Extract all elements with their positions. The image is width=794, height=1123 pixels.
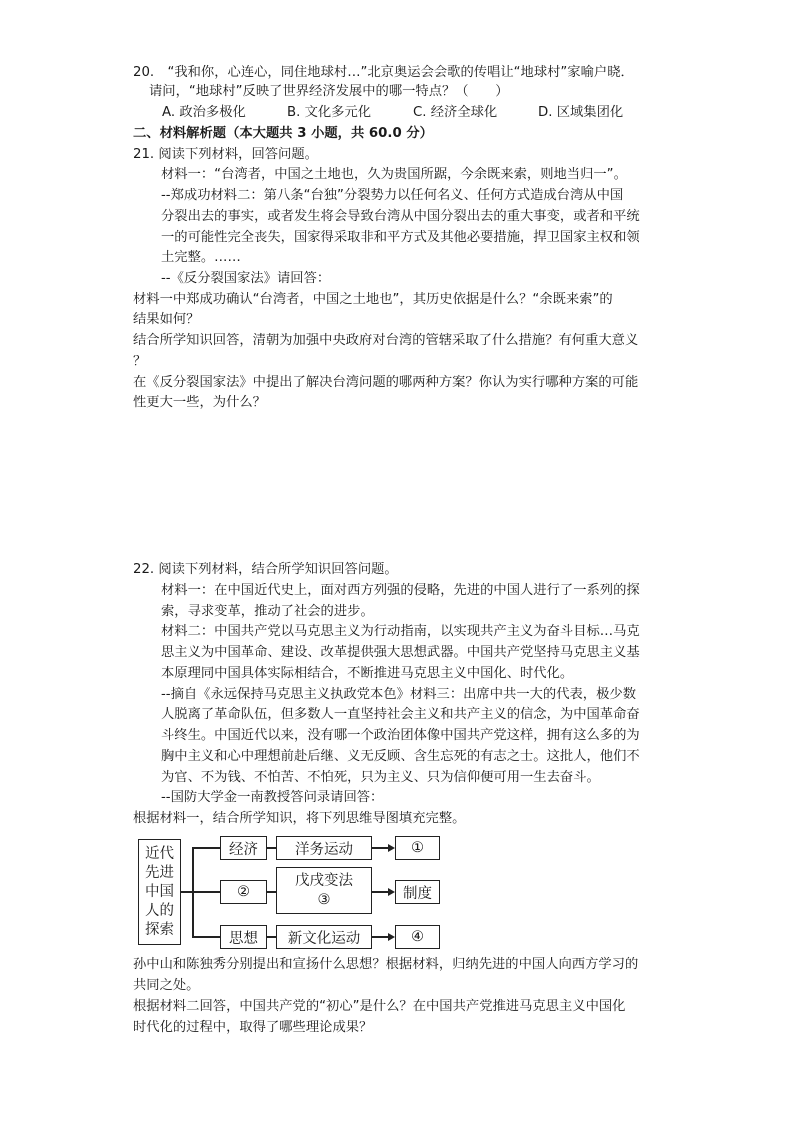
q20-option-d: D. 区域集团化: [538, 105, 624, 120]
arrow-head: [388, 844, 395, 852]
q22-line: 思主义为中国革命、建设、改革提供强大思想武器。中国共产党坚持马克思主义基: [161, 645, 640, 660]
mindmap-root-text: 人的: [145, 902, 174, 919]
mindmap-thought-box: [220, 925, 267, 949]
q21-line: 材料一中郑成功确认“台湾者，中国之土地也”，其历史依据是什么？“余既来索”的: [133, 292, 613, 307]
connector: [192, 847, 220, 849]
mindmap-reform-box: [276, 867, 372, 914]
mindmap-blank-1-box: [395, 836, 440, 860]
q22-line: 为官、不为钱、不怕苦、不怕死，只为主义、只为信仰便可用一生去奋斗。: [161, 770, 600, 785]
mindmap-system-label: 制度: [403, 885, 432, 902]
mindmap-root-text: 中国: [145, 883, 174, 900]
mindmap-root-text: 先进: [145, 864, 174, 881]
q21-line: 土完整。……: [161, 250, 241, 265]
mindmap-blank-3-label: ③: [317, 891, 331, 908]
q22-line: 人脱离了革命队伍，但多数人一直坚持社会主义和共产主义的信念，为中国革命奋: [161, 707, 640, 722]
q21-line: 结合所学知识回答，清朝为加强中央政府对台湾的管辖采取了什么措施？有何重大意义: [133, 333, 639, 348]
section2-title: 二、材料解析题（本大题共 3 小题，共 60.0 分）: [133, 126, 433, 141]
q22-line: 斗终生。中国近代以来，没有哪一个政治团体像中国共产党这样，拥有这么多的为: [161, 728, 640, 743]
arrow-line: [372, 847, 388, 849]
mindmap-reform-label: 戊戌变法: [295, 872, 353, 889]
arrow-line: [372, 891, 388, 893]
mindmap-system-box: [395, 880, 440, 904]
q21-line: 分裂出去的事实，或者发生将会导致台湾从中国分裂出去的重大事变，或者和平统: [161, 209, 640, 224]
q22-question: 根据材料二回答，中国共产党的“初心”是什么？在中国共产党推进马克思主义中国化: [133, 999, 626, 1014]
mindmap-blank-4-label: ④: [411, 929, 424, 945]
q21-line: 结果如何？: [133, 312, 200, 327]
q22-line: 材料二：中国共产党以马克思主义为行动指南，以实现共产主义为奋斗目标…马克: [161, 624, 640, 639]
q22-question: 时代化的过程中，取得了哪些理论成果？: [133, 1020, 373, 1035]
mindmap-root-text: 近代: [145, 845, 174, 862]
arrow-head: [388, 888, 395, 896]
q22-line: 材料一：在中国近代史上，面对西方列强的侵略，先进的中国人进行了一系列的探: [161, 583, 640, 598]
q21-line: 21. 阅读下列材料，回答问题。: [133, 147, 318, 162]
mindmap-economy-label: 经济: [229, 841, 258, 858]
arrow-head: [388, 933, 395, 941]
mindmap-blank-4-box: [395, 925, 440, 949]
q22-question: 孙中山和陈独秀分别提出和宣扬什么思想？根据材料，归纳先进的中国人向西方学习的: [133, 957, 639, 972]
q20-option-c: C. 经济全球化: [413, 105, 498, 120]
mindmap-westernization-label: 洋务运动: [295, 841, 353, 858]
q21-line: 性更大一些，为什么？: [133, 395, 266, 410]
q21-line: 一的可能性完全丧失，国家得采取非和平方式及其他必要措施，捍卫国家主权和领: [161, 230, 640, 245]
mindmap-new-culture-box: [276, 925, 372, 949]
q22-line: 根据材料一，结合所学知识，将下列思维导图填充完整。: [133, 811, 466, 826]
q20-line1: 20. “我和你，心连心，同住地球村…”北京奥运会会歌的传唱让“地球村”家喻户晓．: [133, 65, 634, 80]
q20-line2: 请问，“地球村”反映了世界经济发展中的哪一特点？（ ）: [149, 84, 509, 99]
mindmap-westernization-box: [276, 836, 372, 860]
q21-line: ？: [133, 354, 147, 369]
q22-line: --摘自《永远保持马克思主义执政党本色》材料三：出席中共一大的代表，极少数: [161, 687, 636, 702]
mindmap-economy-box: [220, 836, 267, 860]
q20-option-a: A. 政治多极化: [162, 105, 246, 120]
connector: [267, 891, 276, 893]
q22-line: 胸中主义和心中理想前赴后继、义无反顾、含生忘死的有志之士。这批人，他们不: [161, 749, 640, 764]
connector: [192, 936, 220, 938]
q21-line: 材料一：“台湾者，中国之土地也，久为贵国所踞，今余既来索，则地当归一”。: [161, 167, 627, 182]
q22-question: 共同之处。: [133, 978, 200, 993]
q22-line: 22. 阅读下列材料，结合所学知识回答问题。: [133, 562, 398, 577]
connector: [267, 847, 276, 849]
mindmap-blank-2-label: ②: [237, 884, 250, 900]
mindmap-root-text: 探索: [145, 921, 174, 938]
q22-line: 本原理同中国具体实际相结合，不断推进马克思主义中国化、时代化。: [161, 666, 574, 681]
mindmap-thought-label: 思想: [229, 930, 258, 947]
q21-line: 在《反分裂国家法》中提出了解决台湾问题的哪两种方案？你认为实行哪种方案的可能: [133, 375, 639, 390]
connector: [192, 891, 220, 893]
q21-line: --《反分裂国家法》请回答：: [161, 271, 331, 286]
arrow-line: [372, 936, 388, 938]
mindmap-root: [138, 839, 181, 945]
mindmap-new-culture-label: 新文化运动: [287, 930, 361, 947]
connector: [267, 936, 276, 938]
mindmap-blank-2-box: [220, 880, 267, 904]
mindmap-blank-1-label: ①: [411, 840, 424, 856]
q21-line: --郑成功材料二：第八条“台独”分裂势力以任何名义、任何方式造成台湾从中国: [161, 188, 624, 203]
q22-line: --国防大学金一南教授答问录请回答：: [161, 790, 384, 805]
q20-option-b: B. 文化多元化: [287, 105, 372, 120]
q22-line: 索，寻求变革，推动了社会的进步。: [161, 604, 374, 619]
